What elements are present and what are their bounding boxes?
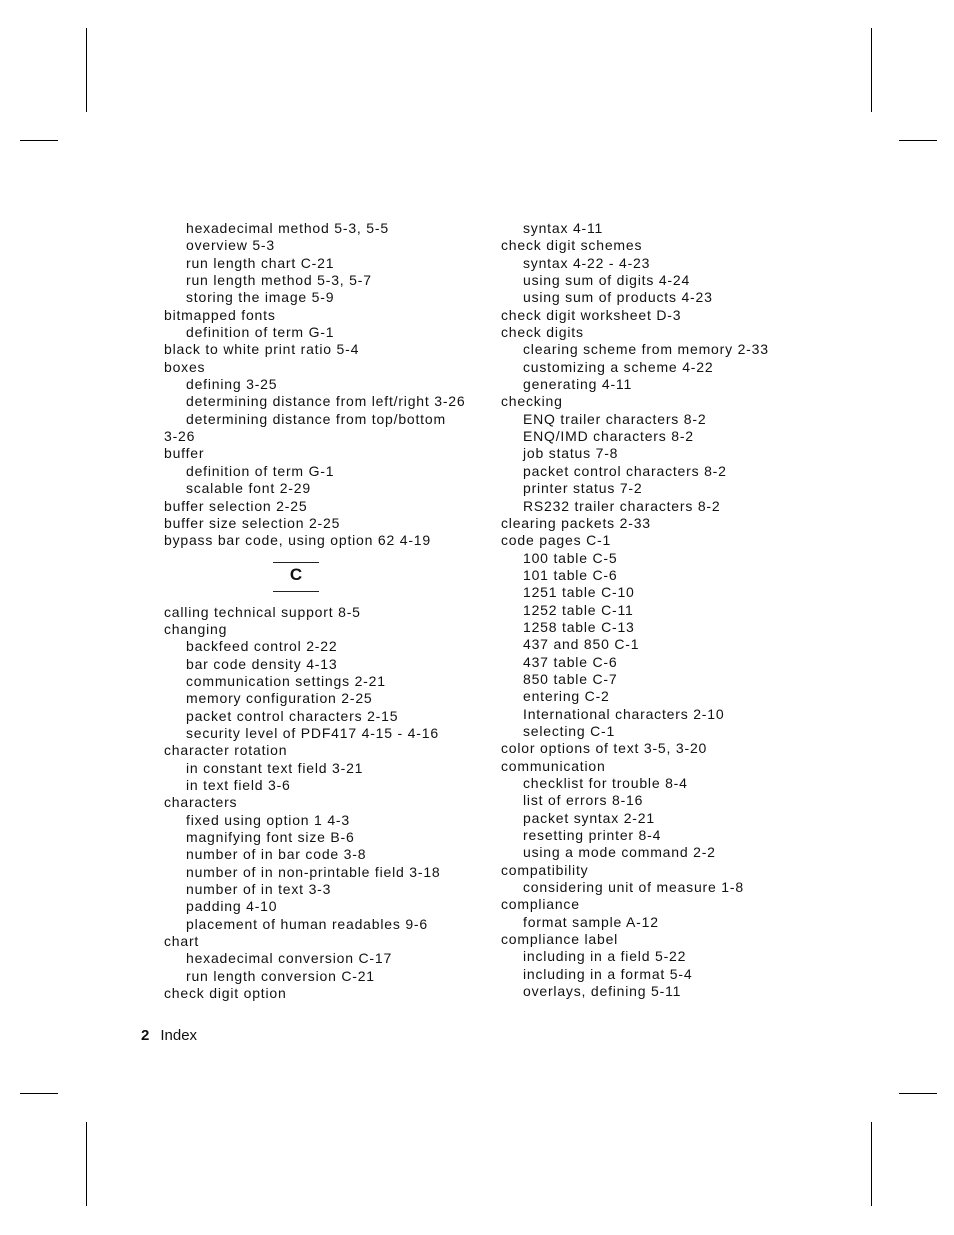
index-entry: code pages C-1 — [501, 532, 612, 549]
crop-mark-top-left-horizontal — [20, 140, 58, 141]
index-entry: buffer — [164, 445, 205, 462]
index-entry: changing — [164, 620, 228, 637]
index-subentry: ENQ/IMD characters 8-2 — [523, 428, 694, 445]
index-column-right — [501, 220, 801, 1000]
index-subentry: hexadecimal conversion C-17 — [186, 950, 393, 967]
index-entry: communication — [501, 757, 606, 774]
index-subentry: 1251 table C-10 — [523, 584, 635, 601]
index-entry: compliance — [501, 896, 580, 913]
index-list-c — [164, 604, 484, 1003]
index-subentry: generating 4-11 — [523, 376, 633, 393]
index-subentry: entering C-2 — [523, 688, 610, 705]
index-subentry: overview 5-3 — [186, 237, 275, 254]
index-subentry: International characters 2-10 — [523, 705, 725, 722]
index-list-b-continued — [164, 220, 484, 550]
index-entry: bypass bar code, using option 62 4-19 — [164, 532, 431, 549]
index-entry: check digit worksheet D-3 — [501, 306, 682, 323]
page-number: 2 — [141, 1027, 150, 1044]
index-subentry: checklist for trouble 8-4 — [523, 775, 688, 791]
crop-mark-bottom-left-vertical — [86, 1122, 87, 1206]
index-subentry: using a mode command 2-2 — [523, 844, 716, 861]
index-subentry: 1258 table C-13 — [523, 618, 635, 635]
index-subentry: padding 4-10 — [186, 898, 278, 915]
index-subentry: customizing a scheme 4-22 — [523, 358, 714, 375]
index-entry: black to white print ratio 5-4 — [164, 341, 360, 358]
section-header — [164, 550, 464, 604]
index-list-c-continued — [501, 220, 801, 1000]
index-subentry: syntax 4-11 — [523, 220, 604, 236]
index-subentry: syntax 4-22 - 4-23 — [523, 254, 651, 271]
index-subentry: hexadecimal method 5-3, 5-5 — [186, 220, 389, 236]
index-subentry: in constant text field 3-21 — [186, 759, 364, 776]
index-entry: chart — [164, 933, 200, 950]
index-subentry: job status 7-8 — [523, 445, 619, 462]
index-entry: characters — [164, 794, 238, 811]
index-subentry: overlays, defining 5-11 — [523, 983, 682, 1000]
index-subentry: number of in non-printable field 3-18 — [186, 863, 441, 880]
index-subentry: printer status 7-2 — [523, 480, 643, 497]
index-subentry: in text field 3-6 — [186, 776, 291, 793]
index-entry: check digits — [501, 324, 584, 341]
index-subentry: list of errors 8-16 — [523, 792, 644, 809]
index-subentry: run length conversion C-21 — [186, 967, 375, 984]
index-entry: check digit option — [164, 985, 287, 1002]
index-entry: compatibility — [501, 861, 589, 878]
index-entry: bitmapped fonts — [164, 306, 276, 323]
index-subentry: 1252 table C-11 — [523, 601, 634, 618]
crop-mark-bottom-right-horizontal — [899, 1093, 937, 1094]
index-subentry: packet syntax 2-21 — [523, 809, 655, 826]
index-subentry: using sum of products 4-23 — [523, 289, 713, 306]
crop-mark-bottom-right-vertical — [871, 1122, 872, 1206]
index-subentry: 437 and 850 C-1 — [523, 636, 640, 653]
index-subentry: 101 table C-6 — [523, 566, 618, 583]
index-subentry: number of in bar code 3-8 — [186, 846, 367, 863]
page-footer — [141, 1027, 197, 1044]
index-entry: checking — [501, 393, 563, 410]
index-subentry: magnifying font size B-6 — [186, 829, 355, 845]
index-entry: clearing packets 2-33 — [501, 514, 651, 531]
index-subentry: number of in text 3-3 — [186, 881, 332, 898]
crop-mark-top-right-horizontal — [899, 140, 937, 141]
index-subentry: packet control characters 8-2 — [523, 462, 727, 479]
index-entry: 3-26 — [164, 428, 196, 445]
index-subentry: packet control characters 2-15 — [186, 707, 399, 724]
footer-section-title: Index — [160, 1027, 198, 1044]
index-subentry: considering unit of measure 1-8 — [523, 879, 744, 896]
index-entry: check digit schemes — [501, 237, 643, 254]
index-entry: buffer selection 2-25 — [164, 497, 308, 514]
index-subentry: fixed using option 1 4-3 — [186, 811, 350, 828]
index-entry: character rotation — [164, 742, 288, 759]
index-subentry: clearing scheme from memory 2-33 — [523, 341, 769, 358]
crop-mark-top-right-vertical — [871, 28, 872, 112]
index-subentry: format sample A-12 — [523, 913, 659, 930]
crop-mark-bottom-left-horizontal — [20, 1093, 58, 1094]
index-subentry: resetting printer 8-4 — [523, 827, 662, 844]
index-subentry: selecting C-1 — [523, 722, 616, 739]
index-entry: buffer size selection 2-25 — [164, 514, 341, 531]
crop-mark-top-left-vertical — [86, 28, 87, 112]
index-subentry: defining 3-25 — [186, 376, 278, 393]
index-subentry: run length method 5-3, 5-7 — [186, 272, 372, 289]
index-entry: calling technical support 8-5 — [164, 603, 361, 620]
index-subentry: definition of term G-1 — [186, 324, 335, 341]
index-subentry: run length chart C-21 — [186, 254, 335, 271]
index-subentry: including in a format 5-4 — [523, 965, 693, 982]
index-entry: boxes — [164, 358, 206, 375]
index-subentry: communication settings 2-21 — [186, 672, 386, 689]
index-subentry: definition of term G-1 — [186, 462, 335, 479]
index-subentry: placement of human readables 9-6 — [186, 915, 428, 932]
index-subentry: 437 table C-6 — [523, 653, 618, 670]
index-subentry: ENQ trailer characters 8-2 — [523, 410, 707, 427]
index-subentry: bar code density 4-13 — [186, 655, 338, 672]
index-subentry: determining distance from left/right 3-26 — [186, 393, 466, 410]
index-subentry: storing the image 5-9 — [186, 289, 335, 306]
index-subentry: RS232 trailer characters 8-2 — [523, 497, 721, 514]
index-column-left — [164, 220, 484, 1002]
index-subentry: scalable font 2-29 — [186, 480, 311, 497]
index-entry: compliance label — [501, 931, 619, 948]
index-subentry: security level of PDF417 4-15 - 4-16 — [186, 724, 439, 741]
index-subentry: determining distance from top/bottom — [186, 410, 446, 427]
index-subentry: using sum of digits 4-24 — [523, 272, 691, 289]
index-subentry: 100 table C-5 — [523, 549, 618, 566]
index-subentry: including in a field 5-22 — [523, 948, 687, 965]
index-subentry: backfeed control 2-22 — [186, 638, 338, 655]
index-subentry: memory configuration 2-25 — [186, 690, 373, 707]
index-subentry: 850 table C-7 — [523, 670, 618, 687]
index-entry: color options of text 3-5, 3-20 — [501, 740, 708, 757]
section-letter: C — [273, 562, 319, 592]
